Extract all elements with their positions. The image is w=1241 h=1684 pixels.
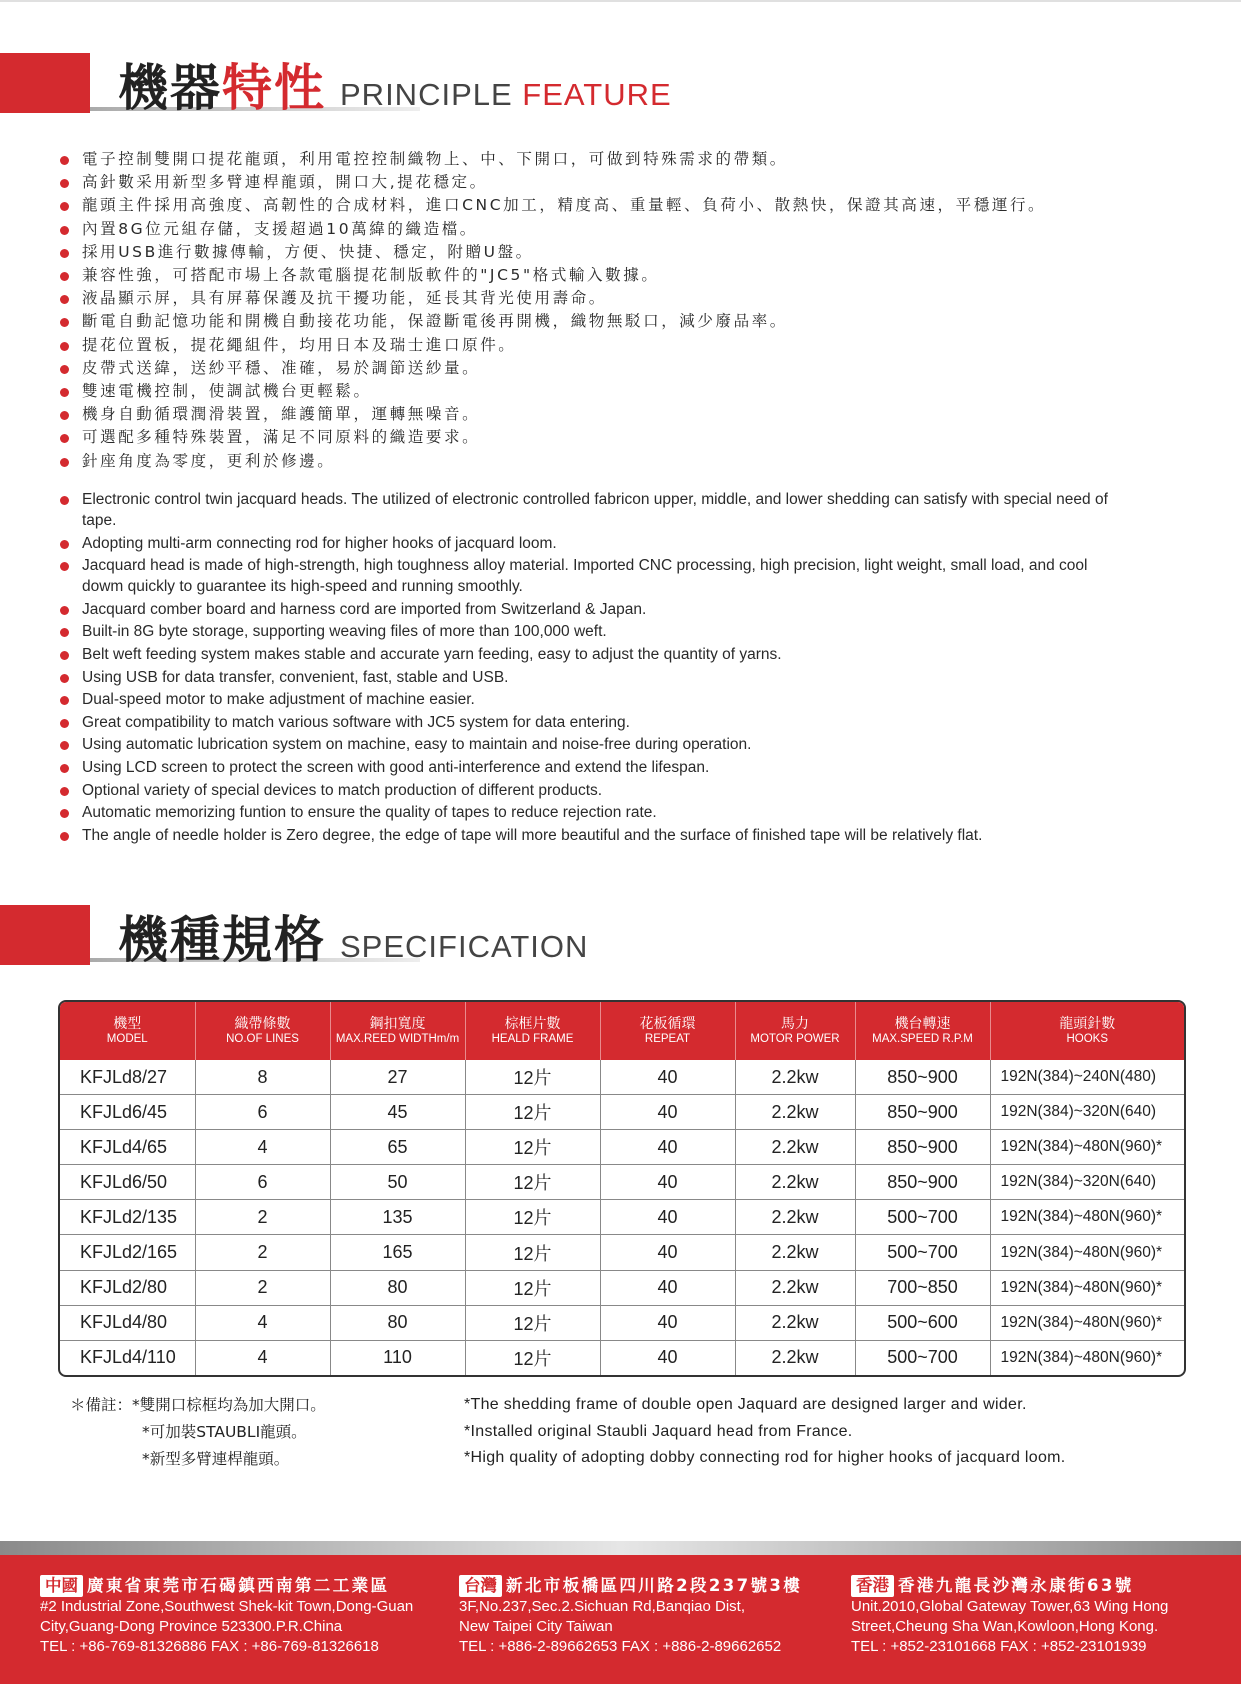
column-header-en: HEALD FRAME <box>491 1033 574 1045</box>
table-cell: 12片 <box>465 1305 600 1340</box>
note-zh-line: ＊備註：*雙開口棕框均為加大開口。 <box>70 1396 326 1414</box>
feature-item: Jacquard comber board and harness cord are imported from Switzerland & Japan. <box>60 599 1120 620</box>
feature-item: 龍頭主件採用高強度、高韌性的合成材料，進口CNC加工，精度高、重量輕、負荷小、散熱快，保證其高速，平穩運行。 <box>60 194 1046 217</box>
table-row <box>60 1165 1184 1200</box>
region-tag-taiwan: 台灣 <box>459 1575 502 1597</box>
note-en-line: *High quality of adopting dobby connecting rod for higher hooks of jacquard loom. <box>464 1449 1066 1466</box>
table-row <box>60 1200 1184 1235</box>
feature-item: Optional variety of special devices to match production of different products. <box>60 780 1120 801</box>
column-header-en: MAX.SPEED R.P.M <box>872 1033 973 1045</box>
table-row <box>60 1235 1184 1270</box>
note-en-line: *Installed original Staubli Jaquard head from France. <box>464 1422 853 1440</box>
feature-item: 雙速電機控制，使調試機台更輕鬆。 <box>60 380 1046 403</box>
region-tag-china: 中國 <box>40 1575 83 1597</box>
address-en-line: 3F,No.237,Sec.2.Sichuan Rd,Banqiao Dist, <box>459 1598 746 1615</box>
feature-title-zh: 機器特性 <box>118 59 326 117</box>
table-cell: 12片 <box>465 1235 600 1270</box>
contact-phone-fax: TEL : +86-769-81326886 FAX : +86-769-81326618 <box>40 1638 379 1655</box>
table-cell: KFJLd4/80 <box>60 1305 195 1340</box>
feature-item: 提花位置板，提花繩組件，均用日本及瑞士進口原件。 <box>60 334 1046 357</box>
region-tag-hongkong: 香港 <box>851 1575 894 1597</box>
feature-item: 皮帶式送緯，送紗平穩、准確，易於調節送紗量。 <box>60 357 1046 380</box>
table-cell: 40 <box>600 1095 735 1130</box>
address-hongkong <box>851 1575 1168 1657</box>
column-header-zh: 織帶條數 <box>234 1016 291 1032</box>
table-cell: 110 <box>330 1340 465 1375</box>
column-header <box>855 1002 990 1060</box>
table-cell: 192N(384)~480N(960)* <box>990 1305 1184 1340</box>
spec-title-en: SPECIFICATION <box>340 929 589 964</box>
address-en-line: New Taipei City Taiwan <box>459 1618 613 1635</box>
spec-heading <box>118 900 588 972</box>
table-cell: 45 <box>330 1095 465 1130</box>
table-cell: 135 <box>330 1200 465 1235</box>
column-header-zh: 機型 <box>113 1016 142 1032</box>
address-china <box>40 1575 413 1657</box>
table-cell: 12片 <box>465 1130 600 1165</box>
table-header-row <box>60 1002 1184 1060</box>
table-cell: 700~850 <box>855 1270 990 1305</box>
note-zh-line: *新型多臂連桿龍頭。 <box>142 1450 290 1468</box>
table-cell: 40 <box>600 1270 735 1305</box>
table-cell: KFJLd4/110 <box>60 1340 195 1375</box>
table-cell: 2.2kw <box>735 1165 855 1200</box>
address-en-line: Unit.2010,Global Gateway Tower,63 Wing Hong <box>851 1598 1169 1615</box>
feature-heading <box>118 48 672 120</box>
table-cell: 192N(384)~320N(640) <box>990 1165 1184 1200</box>
table-cell: 192N(384)~240N(480) <box>990 1060 1184 1095</box>
feature-item: 電子控制雙開口提花龍頭，利用電控控制織物上、中、下開口，可做到特殊需求的帶類。 <box>60 148 1046 171</box>
table-cell: 12片 <box>465 1060 600 1095</box>
table-row <box>60 1305 1184 1340</box>
feature-item: Great compatibility to match various software with JC5 system for data entering. <box>60 712 1120 733</box>
spec-accent-bar <box>0 905 90 965</box>
note-zh-line: *可加裝STAUBLI龍頭。 <box>142 1423 307 1441</box>
feature-item: 機身自動循環潤滑裝置，維護簡單，運轉無噪音。 <box>60 403 1046 426</box>
table-cell: 192N(384)~480N(960)* <box>990 1235 1184 1270</box>
table-cell: 12片 <box>465 1165 600 1200</box>
table-cell: 500~600 <box>855 1305 990 1340</box>
table-cell: KFJLd6/45 <box>60 1095 195 1130</box>
column-header-zh: 棕框片數 <box>504 1016 561 1032</box>
table-row <box>60 1060 1184 1095</box>
table-cell: KFJLd2/165 <box>60 1235 195 1270</box>
table-cell: 2.2kw <box>735 1305 855 1340</box>
table-cell: 2 <box>195 1235 330 1270</box>
table-cell: 4 <box>195 1130 330 1165</box>
feature-item: 採用USB進行數據傳輸，方便、快捷、穩定，附贈U盤。 <box>60 241 1046 264</box>
feature-item: 斷電自動記憶功能和開機自動接花功能，保證斷電後再開機，織物無駁口，減少廢品率。 <box>60 310 1046 333</box>
table-cell: 40 <box>600 1235 735 1270</box>
address-zh: 香港九龍長沙灣永康街63號 <box>898 1576 1134 1595</box>
feature-item: 可選配多種特殊裝置，滿足不同原料的織造要求。 <box>60 426 1046 449</box>
column-header <box>195 1002 330 1060</box>
notes-zh <box>70 1392 326 1473</box>
column-header-en: MOTOR POWER <box>750 1033 840 1045</box>
table-cell: 6 <box>195 1165 330 1200</box>
table-cell: 500~700 <box>855 1340 990 1375</box>
column-header-zh: 馬力 <box>781 1016 809 1032</box>
feature-list-zh <box>60 148 1046 473</box>
table-cell: 8 <box>195 1060 330 1095</box>
column-header-en: REPEAT <box>644 1033 691 1045</box>
address-zh: 新北市板橋區四川路2段237號3樓 <box>506 1576 803 1595</box>
table-cell: 4 <box>195 1305 330 1340</box>
table-cell: 65 <box>330 1130 465 1165</box>
table-row <box>60 1095 1184 1130</box>
column-header-en: NO.OF LINES <box>226 1033 299 1045</box>
table-cell: 50 <box>330 1165 465 1200</box>
column-header-en: MAX.REED WIDTHm/m <box>335 1033 460 1045</box>
spec-table <box>58 1000 1186 1377</box>
table-cell: 500~700 <box>855 1200 990 1235</box>
feature-item: 液晶顯示屏，具有屏幕保護及抗干擾功能，延長其背光使用壽命。 <box>60 287 1046 310</box>
feature-item: Using USB for data transfer, convenient, fast, stable and USB. <box>60 667 1120 688</box>
table-cell: 40 <box>600 1200 735 1235</box>
note-en-line: *The shedding frame of double open Jaquard are designed larger and wider. <box>464 1396 1027 1413</box>
top-border <box>0 0 1241 2</box>
table-cell: 192N(384)~480N(960)* <box>990 1130 1184 1165</box>
feature-item: Built-in 8G byte storage, supporting weaving files of more than 100,000 weft. <box>60 621 1120 642</box>
column-header <box>600 1002 735 1060</box>
table-cell: KFJLd2/80 <box>60 1270 195 1305</box>
column-header-zh: 龍頭針數 <box>1059 1016 1116 1032</box>
feature-item: Dual-speed motor to make adjustment of machine easier. <box>60 689 1120 710</box>
spec-title-zh: 機種規格 <box>118 911 326 969</box>
table-row <box>60 1340 1184 1375</box>
address-en-line: #2 Industrial Zone,Southwest Shek-kit Town,Dong-Guan <box>40 1598 414 1615</box>
table-cell: 12片 <box>465 1200 600 1235</box>
table-cell: 40 <box>600 1340 735 1375</box>
table-cell: 192N(384)~480N(960)* <box>990 1200 1184 1235</box>
table-row <box>60 1270 1184 1305</box>
table-cell: 2.2kw <box>735 1200 855 1235</box>
feature-item: 針座角度為零度，更利於修邊。 <box>60 450 1046 473</box>
address-taiwan <box>459 1575 802 1657</box>
feature-item: 高針數采用新型多臂連桿龍頭，開口大,提花穩定。 <box>60 171 1046 194</box>
feature-item: Electronic control twin jacquard heads. The utilized of electronic controlled fabricon upper, middle, and lower shedding can satisfy with special need of tape. <box>60 489 1120 531</box>
footer <box>0 1555 1241 1684</box>
address-en-line: Street,Cheung Sha Wan,Kowloon,Hong Kong. <box>851 1618 1159 1635</box>
column-header <box>735 1002 855 1060</box>
feature-item: Automatic memorizing funtion to ensure the quality of tapes to reduce rejection rate. <box>60 802 1120 823</box>
column-header-zh: 花板循環 <box>639 1016 696 1032</box>
table-cell: 192N(384)~480N(960)* <box>990 1270 1184 1305</box>
column-header <box>330 1002 465 1060</box>
feature-list-en <box>60 489 1120 847</box>
column-header <box>990 1002 1184 1060</box>
feature-item: Jacquard head is made of high-strength, high toughness alloy material. Imported CNC processing, high precision, light weight, small load, and cool dowm quickly to guarantee its high-speed and running smoothly. <box>60 555 1120 597</box>
table-cell: 2.2kw <box>735 1340 855 1375</box>
table-cell: 80 <box>330 1270 465 1305</box>
table-cell: KFJLd6/50 <box>60 1165 195 1200</box>
table-cell: 2.2kw <box>735 1060 855 1095</box>
table-cell: 165 <box>330 1235 465 1270</box>
feature-item: The angle of needle holder is Zero degree, the edge of tape will more beautiful and the surface of finished tape will be relatively flat. <box>60 825 1120 846</box>
table-cell: 12片 <box>465 1340 600 1375</box>
feature-item: Adopting multi-arm connecting rod for higher hooks of jacquard loom. <box>60 533 1120 554</box>
table-cell: 192N(384)~320N(640) <box>990 1095 1184 1130</box>
table-cell: KFJLd4/65 <box>60 1130 195 1165</box>
column-header-zh: 機台轉速 <box>894 1016 951 1032</box>
table-cell: 40 <box>600 1305 735 1340</box>
address-zh: 廣東省東莞市石碣鎮西南第二工業區 <box>87 1576 390 1595</box>
table-cell: 2.2kw <box>735 1235 855 1270</box>
contact-phone-fax: TEL : +852-23101668 FAX : +852-23101939 <box>851 1638 1147 1655</box>
table-cell: 80 <box>330 1305 465 1340</box>
table-cell: 12片 <box>465 1270 600 1305</box>
table-body <box>60 1060 1184 1375</box>
notes-en <box>464 1392 1066 1472</box>
table-cell: 850~900 <box>855 1095 990 1130</box>
column-header-en: HOOKS <box>1066 1033 1109 1045</box>
table-cell: 2 <box>195 1270 330 1305</box>
table-cell: 2.2kw <box>735 1130 855 1165</box>
table-cell: 850~900 <box>855 1060 990 1095</box>
contact-phone-fax: TEL : +886-2-89662653 FAX : +886-2-89662652 <box>459 1638 782 1655</box>
feature-item: 兼容性強，可搭配市場上各款電腦提花制版軟件的"JC5"格式輸入數據。 <box>60 264 1046 287</box>
feature-item: Using automatic lubrication system on machine, easy to maintain and noise-free during operation. <box>60 734 1120 755</box>
footer-divider <box>0 1541 1241 1555</box>
table-cell: 40 <box>600 1165 735 1200</box>
feature-accent-bar <box>0 53 90 113</box>
table-cell: 850~900 <box>855 1165 990 1200</box>
table-cell: 40 <box>600 1060 735 1095</box>
feature-item: Using LCD screen to protect the screen with good anti-interference and extend the lifespan. <box>60 757 1120 778</box>
table-cell: 6 <box>195 1095 330 1130</box>
feature-item: 內置8G位元組存儲，支援超過10萬緯的織造檔。 <box>60 218 1046 241</box>
table-cell: 2 <box>195 1200 330 1235</box>
column-header-en: MODEL <box>106 1033 148 1045</box>
table-cell: 500~700 <box>855 1235 990 1270</box>
table-cell: 27 <box>330 1060 465 1095</box>
table-cell: 40 <box>600 1130 735 1165</box>
table-cell: 4 <box>195 1340 330 1375</box>
address-en-line: City,Guang-Dong Province 523300.P.R.China <box>40 1618 343 1635</box>
feature-item: Belt weft feeding system makes stable and accurate yarn feeding, easy to adjust the quantity of yarns. <box>60 644 1120 665</box>
feature-title-en: PRINCIPLE FEATURE <box>340 77 672 112</box>
table-cell: 2.2kw <box>735 1095 855 1130</box>
table-cell: 12片 <box>465 1095 600 1130</box>
table-cell: 192N(384)~480N(960)* <box>1000 1348 1163 1366</box>
table-cell: 2.2kw <box>735 1270 855 1305</box>
table-row <box>60 1130 1184 1165</box>
table-cell: KFJLd8/27 <box>60 1060 195 1095</box>
column-header <box>60 1002 195 1060</box>
table-cell: KFJLd2/135 <box>60 1200 195 1235</box>
column-header <box>465 1002 600 1060</box>
table-cell: 850~900 <box>855 1130 990 1165</box>
column-header-zh: 鋼扣寬度 <box>369 1016 426 1032</box>
